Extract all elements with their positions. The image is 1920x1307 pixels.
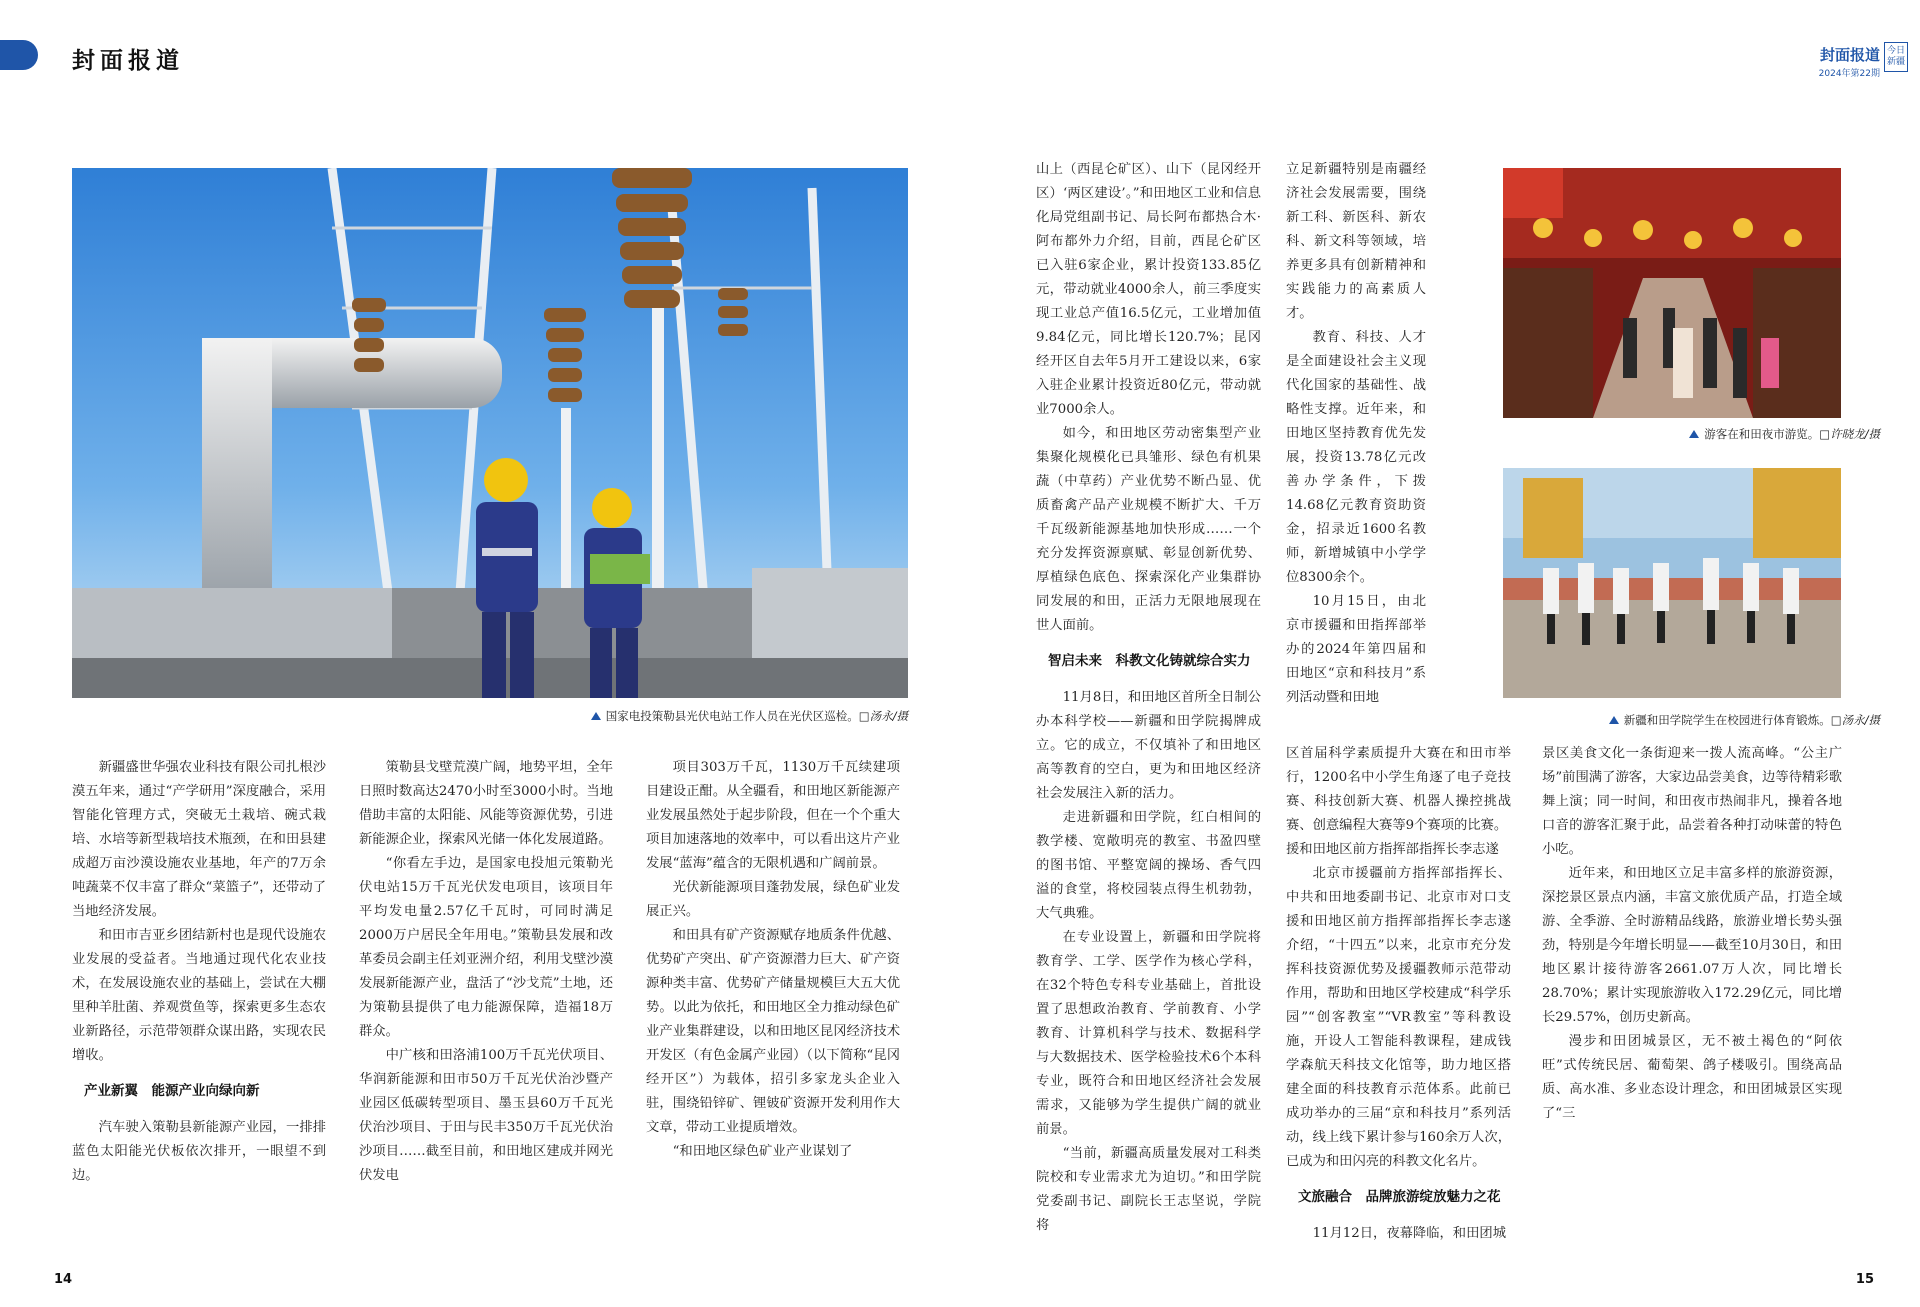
night-market-photo-graphic bbox=[1503, 168, 1841, 418]
section-heading: 产业新翼 能源产业向绿向新 bbox=[84, 1083, 260, 1099]
caption-triangle-icon bbox=[1609, 716, 1619, 724]
brand-title: 封面报道 bbox=[1819, 46, 1880, 64]
issue-label: 2024年第22期 bbox=[1818, 69, 1880, 79]
page-number: 15 bbox=[1855, 1272, 1874, 1287]
photo-night-market bbox=[1503, 168, 1841, 418]
section-heading: 文旅融合 品牌旅游绽放魅力之花 bbox=[1298, 1189, 1501, 1205]
photo-substation-inspection bbox=[72, 168, 908, 698]
campus-photo-graphic bbox=[1503, 468, 1841, 698]
magazine-brand bbox=[1819, 44, 1880, 79]
caption-triangle-icon bbox=[591, 712, 601, 720]
magazine-logo: 今日新疆 bbox=[1884, 42, 1908, 72]
article-column-4: 山上（西昆仑矿区）、山下（昆冈经开区）‘两区建设’。”和田地区工业和信息化局党组副书记、局长阿布都热合木·阿布都外力介绍，目前，西昆仑矿区已入驻6家企业，累计投资133.85亿元，带动就业4000余人，前三季度实现工业总产值16.5亿元，工业增加值9.84亿元，同比增长120.7%；昆冈经开区自去年5月开工建设以来，6家入驻企业累计投资近80亿元，带动就业7000余人。 如今，和田地区劳动密集型产业集聚化规模化已具雏形、绿色有机果蔬（中草药）产业优势不断凸显、优质畜禽产品产业规模不断扩大、千万千瓦级新能源基地加快形成……一个充分发挥资源禀赋、彰显创新优势、厚植绿色底色、探索深化产业集群协同发展的和田，正活力无限地展现在世人面前。 智启未来 科教文化铸就综合实力 11月8日，和田地区首所全日制公办本科学校——新疆和田学院揭牌成立。它的成立，不仅填补了和田地区高等教育的空白，更为和田地区经济社会发展注入新的活力。 走进新疆和田学院，红白相间的教学楼、宽敞明亮的教室、书盈四壁的图书馆、平整宽阔的操场、香气四溢的食堂，将校园装点得生机勃勃，大气典雅。 在专业设置上，新疆和田学院将教育学、工学、医学作为核心学科，在32个特色专科专业基础上，首批设置了思想政治教育、学前教育、小学教育、计算机科学与技术、数据科学与大数据技术、医学检验技术6个本科专业，既符合和田地区经济社会发展需求，又能够为学生提供广阔的就业前景。 “当前，新疆高质量发展对工科类院校和专业需求尤为迫切。”和田学院党委副书记、副院长王志坚说，学院将 bbox=[1036, 162, 1261, 1233]
caption-triangle-icon bbox=[1689, 430, 1699, 438]
page-number: 14 bbox=[54, 1272, 73, 1287]
section-title: 封面报道 bbox=[72, 47, 184, 74]
article-column-3: 项目303万千瓦，1130万千瓦续建项目建设正酣。从全疆看，和田地区新能源产业发展虽然处于起步阶段，但在一个个重大项目加速落地的效率中，可以看出这片产业发展“蓝海”蕴含的无限机遇和广阔前景。 光伏新能源项目蓬勃发展，绿色矿业发展正兴。 和田具有矿产资源赋存地质条件优越、优势矿产突出、矿产资源潜力巨大、矿产资源种类丰富、优势矿产储量规模巨大五大优势。以此为依托，和田地区全力推动绿色矿业产业集群建设，以和田地区昆冈经济技术开发区（有色金属产业园）（以下简称“昆冈经开区”）为载体，招引多家龙头企业入驻，围绕铅锌矿、锂铍矿资源开发利用作大文章，带动工业提质增效。 “和田地区绿色矿业产业谋划了 bbox=[646, 760, 900, 1159]
photo-caption: 国家电投策勒县光伏电站工作人员在光伏区巡检。□汤永/摄 bbox=[591, 708, 908, 724]
substation-photo-graphic bbox=[72, 168, 908, 698]
night-market-caption: 游客在和田夜市游览。□许晓龙/摄 bbox=[1689, 426, 1880, 442]
article-column-5b: 区首届科学素质提升大赛在和田市举行，1200名中小学生角逐了电子竞技赛、科技创新大赛、机器人操控挑战赛、创意编程大赛等9个赛项的比赛。 援和田地区前方指挥部指挥长李志遂 北京市援疆前方指挥部指挥长、中共和田地委副书记、北京市对口支援和田地区前方指挥部指挥长李志遂介绍，“十四五”以来，北京市充分发挥科技资源优势及援疆教师示范带动作用，帮助和田地区学校建成“科学乐园”“创客教室”“VR教室”等科教设施，开设人工智能科教课程，建成钱学森航天科技文化馆等，助力地区搭建全面的科技教育示范体系。此前已成功举办的三届“京和科技月”系列活动，线上线下累计参与160余万人次，已成为和田闪亮的科教文化名片。 文旅融合 品牌旅游绽放魅力之花 11月12日，夜幕降临，和田团城 bbox=[1286, 746, 1511, 1241]
photo-campus-exercise bbox=[1503, 468, 1841, 698]
right-page bbox=[960, 0, 1920, 1307]
article-column-6: 景区美食文化一条街迎来一拨人流高峰。“公主广场”前围满了游客，大家边品尝美食，边等待精彩歌舞上演；同一时间，和田夜市热闹非凡，操着各地口音的游客汇聚于此，品尝着各种打动味蕾的特色小吃。 近年来，和田地区立足丰富多样的旅游资源，深挖景区景点内涵，丰富文旅优质产品，打造全域游、全季游、全时游精品线路，旅游业增长势头强劲，特别是今年增长明显——截至10月30日，和田地区累计接待游客2661.07万人次，同比增长28.70%；累计实现旅游收入172.29亿元，同比增长29.57%，创历史新高。 漫步和田团城景区，无不被土褐色的“阿依旺”式传统民居、葡萄架、鸽子楼吸引。围绕高品质、高水准、多业态设计理念，和田团城景区实现了“三 bbox=[1542, 746, 1842, 1121]
column-prefix: 援和田地区前方指挥部指挥长李志遂 bbox=[1286, 842, 1499, 857]
section-heading: 智启未来 科教文化铸就综合实力 bbox=[1048, 653, 1251, 669]
article-column-2: 策勒县戈壁荒漠广阔，地势平坦，全年日照时数高达2470小时至3000小时。当地借助丰富的太阳能、风能等资源优势，引进新能源企业，探索风光储一体化发展道路。 “你看左手边，是国家电投旭元策勒光伏电站15万千瓦光伏发电项目，该项目年平均发电量2.57亿千瓦时，可同时满足2000万户居民全年用电。”策勒县发展和改革委员会副主任刘亚洲介绍，利用戈壁沙漠发展新能源产业，盘活了“沙戈荒”土地，还为策勒县提供了电力能源保障，造福18万群众。 中广核和田洛浦100万千瓦光伏项目、华润新能源和田市50万千瓦光伏治沙暨产业园区低碳转型项目、墨玉县60万千瓦光伏治沙项目、于田与民丰350万千瓦光伏治沙项目……截至目前，和田地区建成并网光伏发电 bbox=[359, 760, 613, 1183]
article-column-5: 立足新疆特别是南疆经济社会发展需要，围绕新工科、新医科、新农科、新文科等领域，培养更多具有创新精神和实践能力的高素质人才。 教育、科技、人才是全面建设社会主义现代化国家的基础性、战略性支撑。近年来，和田地区坚持教育优先发展，投资13.78亿元改善办学条件，下拨14.68亿元教育资助资金，招录近1600名教师，新增城镇中小学学位8300余个。 10月15日，由北京市援疆和田指挥部举办的2024年第四届和田地区“京和科技月”系列活动暨和田地 bbox=[1286, 162, 1426, 705]
article-column-1: 新疆盛世华强农业科技有限公司扎根沙漠五年来，通过“产学研用”深度融合，采用智能化管理方式，突破无土栽培、碗式栽培、水培等新型栽培技术瓶颈，在和田县建成超万亩沙漠设施农业基地，年产的7万余吨蔬菜不仅丰富了群众“菜篮子”，还带动了当地经济发展。 和田市吉亚乡团结新村也是现代设施农业发展的受益者。当地通过现代化农业技术，在发展设施农业的基础上，尝试在大棚里种羊肚菌、养观赏鱼等，探索更多生态农业新路径，示范带领群众谋出路，实现农民增收。 产业新翼 能源产业向绿向新 汽车驶入策勒县新能源产业园，一排排蓝色太阳能光伏板依次排开，一眼望不到边。 bbox=[72, 760, 326, 1183]
campus-caption: 新疆和田学院学生在校园进行体育锻炼。□汤永/摄 bbox=[1609, 712, 1880, 728]
section-tab-marker bbox=[0, 40, 38, 70]
